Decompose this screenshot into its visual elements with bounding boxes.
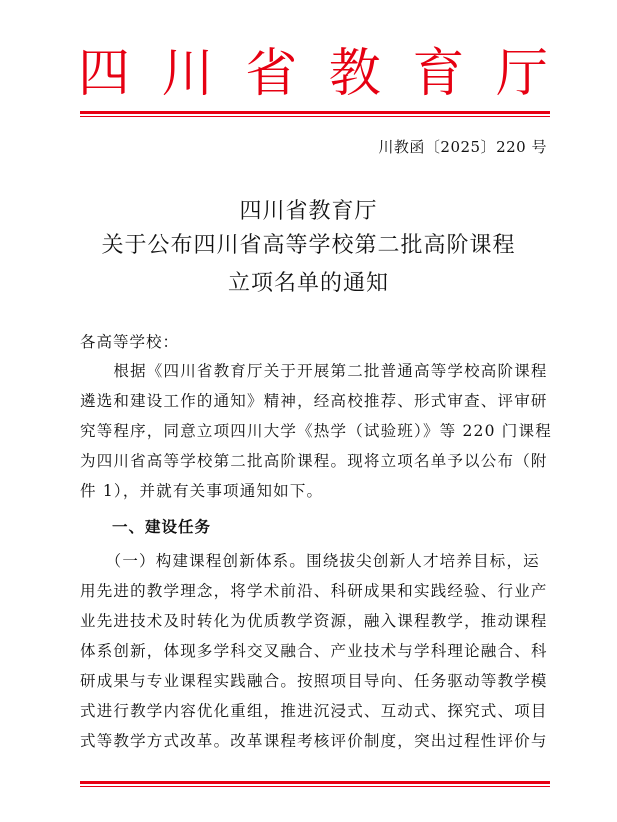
letterhead-char: 省 xyxy=(245,44,298,104)
paragraph-line-text: 围绕拔尖创新人才培养目标，运 xyxy=(306,552,540,570)
paragraph-line: 为四川省高等学校第二批高阶课程。现将立项名单予以公布（附 xyxy=(80,452,548,470)
paragraph-section-1 xyxy=(80,546,552,756)
paragraph-line: 研成果与专业课程实践融合。按照项目导向、任务驱动等教学模 xyxy=(80,672,548,690)
letterhead-char: 厅 xyxy=(495,44,548,104)
letterhead-char: 教 xyxy=(328,44,381,104)
paragraph-line-first xyxy=(80,546,552,576)
letterhead-char: 川 xyxy=(161,44,214,104)
red-divider-bottom-thick xyxy=(80,781,550,784)
subsection-title: （一）构建课程创新体系。 xyxy=(113,552,307,570)
section-heading: 一、建设任务 xyxy=(112,518,212,536)
paragraph-intro xyxy=(80,356,552,506)
letterhead-char: 育 xyxy=(412,44,465,104)
document-number: 川教函〔2025〕220 号 xyxy=(378,138,547,156)
paragraph-line: 体系创新，体现多学科交叉融合、产业技术与学科理论融合、科 xyxy=(80,642,548,660)
paragraph-line: 究等程序，同意立项四川大学《热学（试验班）》等 220 门课程 xyxy=(80,422,552,440)
red-divider-thick xyxy=(80,111,550,114)
red-divider-bottom-thin xyxy=(80,786,550,787)
letterhead-char: 四 xyxy=(78,44,131,104)
paragraph-line: 用先进的教学理念，将学术前沿、科研成果和实践经验、行业产 xyxy=(80,582,548,600)
paragraph-line: 根据《四川省教育厅关于开展第二批普通高等学校高阶课程 xyxy=(80,362,548,380)
paragraph-line: 业先进技术及时转化为优质教学资源，融入课程教学，推动课程 xyxy=(80,612,548,630)
salutation: 各高等学校： xyxy=(80,333,180,351)
paragraph-line: 遴选和建设工作的通知》精神，经高校推荐、形式审查、评审研 xyxy=(80,392,548,410)
paragraph-line: 式等教学方式改革。改革课程考核评价制度，突出过程性评价与 xyxy=(80,732,548,750)
red-divider-thin xyxy=(80,116,550,117)
paragraph-line: 式进行教学内容优化重组，推进沉浸式、互动式、探究式、项目 xyxy=(80,702,548,720)
title-line-2: 关于公布四川省高等学校第二批高阶课程 xyxy=(101,233,516,258)
paragraph-line: 件 1），并就有关事项通知如下。 xyxy=(80,482,324,500)
title-line-1: 四川省教育厅 xyxy=(239,199,378,224)
letterhead-title xyxy=(78,42,548,106)
title-line-3: 立项名单的通知 xyxy=(227,271,389,296)
